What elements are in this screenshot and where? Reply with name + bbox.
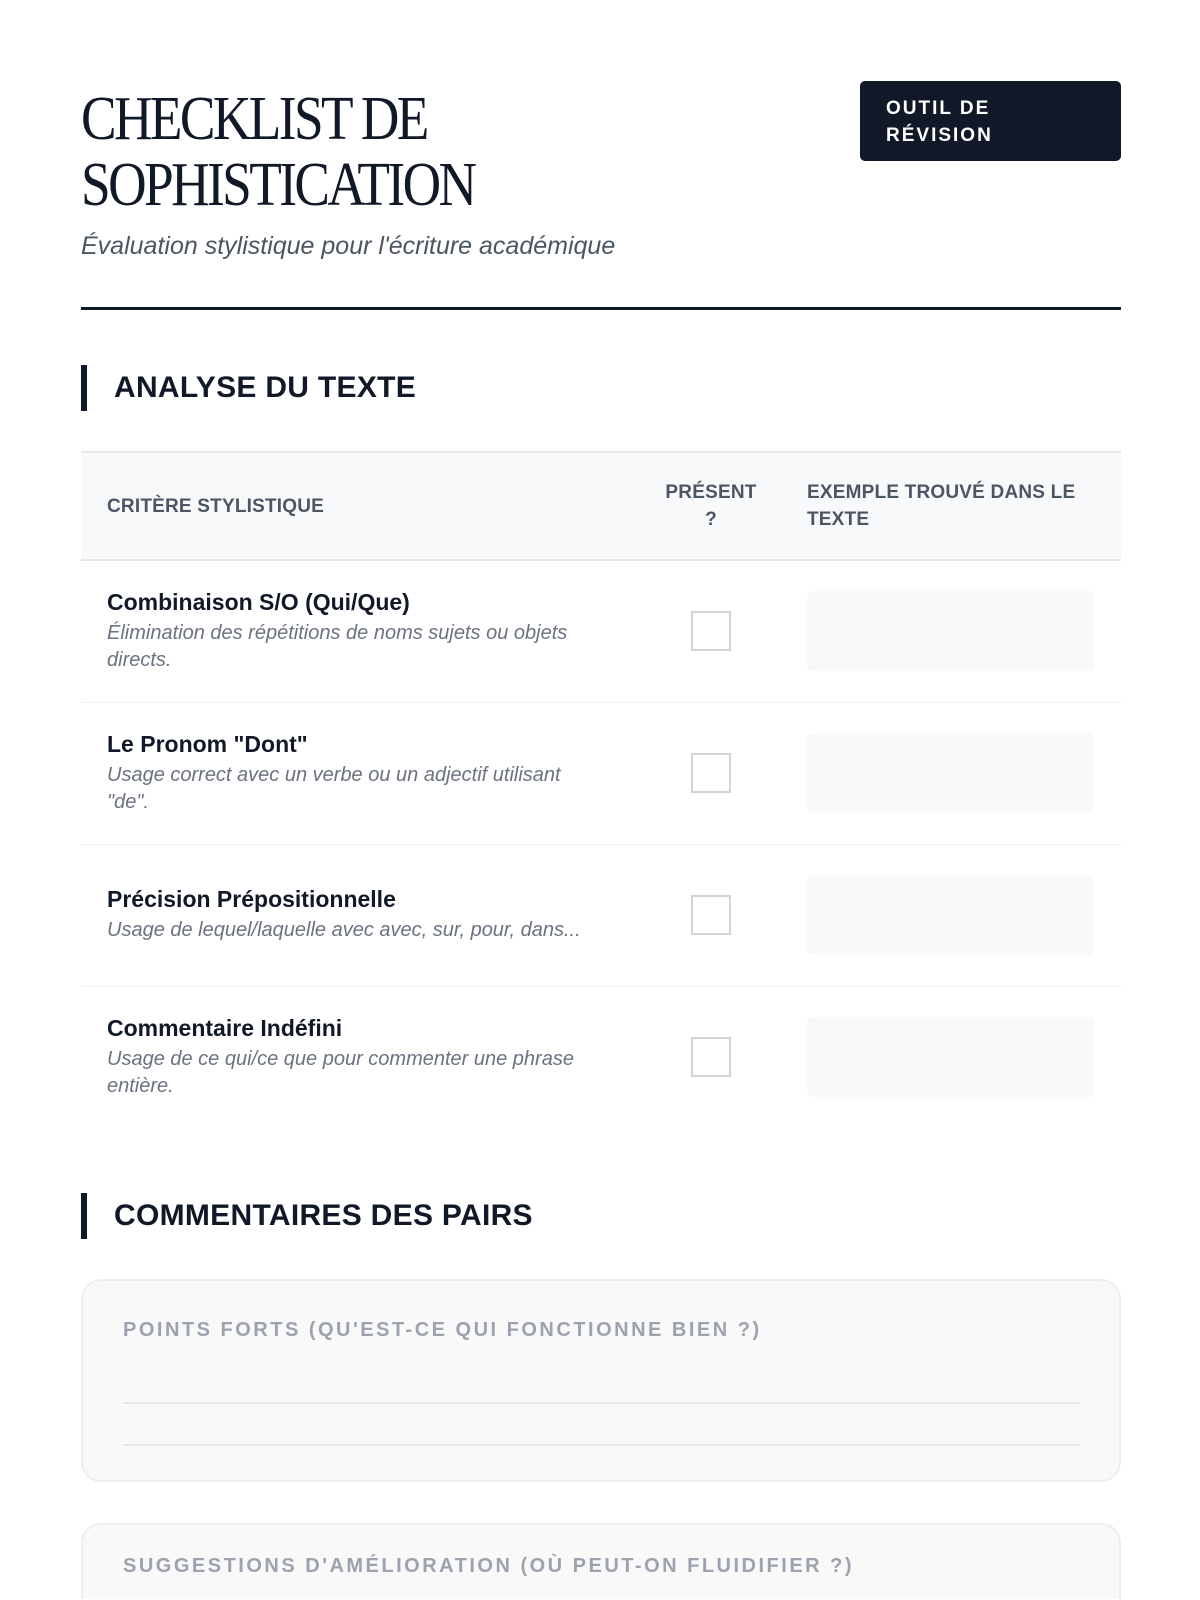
suggestions-card[interactable] [81,1523,1121,1599]
present-checkbox[interactable] [691,895,731,935]
criteria-table [81,451,1121,1128]
criterion-description: Usage de lequel/laquelle avec avec, sur, pour, dans... [107,919,581,941]
title-line-1: CHECKLIST DE [81,85,427,153]
header [81,86,1121,286]
header-divider [81,307,1121,310]
criterion-description: Usage de ce qui/ce que pour commenter une phrase entière. [107,1047,574,1097]
column-header-present [641,452,781,560]
suggestions-label: SUGGESTIONS D'AMÉLIORATION (OÙ PEUT-ON FLUIDIFIER ?) [123,1555,855,1577]
page-title [81,86,683,218]
table-row [81,844,1121,986]
example-input[interactable] [807,591,1094,671]
strengths-card[interactable] [81,1279,1121,1482]
tool-badge [860,81,1121,161]
example-input[interactable] [807,875,1094,955]
title-line-2: SOPHISTICATION [81,151,475,219]
criterion-title: Combinaison S/O (Qui/Que) [107,588,410,615]
criterion-title: Commentaire Indéfini [107,1014,343,1041]
criterion-description: Usage correct avec un verbe ou un adjectif utilisant "de". [107,763,561,813]
badge-line-2: RÉVISION [886,125,993,146]
present-header-line-1: PRÉSENT [665,482,757,503]
badge-line-1: OUTIL DE [886,98,991,119]
table-row [81,702,1121,844]
section-heading-analysis: ANALYSE DU TEXTE [81,365,416,411]
column-header-example: EXEMPLE TROUVÉ DANS LE TEXTE [807,482,1076,530]
table-row [81,986,1121,1128]
example-input[interactable] [807,1017,1094,1097]
column-header-criterion: CRITÈRE STYLISTIQUE [107,495,325,517]
criterion-description: Élimination des répétitions de noms sujets ou objets directs. [107,621,568,671]
table-row [81,560,1121,702]
strengths-label: POINTS FORTS (QU'EST-CE QUI FONCTIONNE BIEN ?) [123,1319,762,1341]
present-header-line-2: ? [705,509,717,530]
example-input[interactable] [807,733,1094,813]
criterion-title: Le Pronom "Dont" [107,730,308,757]
writing-line [123,1444,1079,1446]
section-heading-peer-comments: COMMENTAIRES DES PAIRS [81,1193,533,1239]
page-subtitle: Évaluation stylistique pour l'écriture académique [81,232,616,260]
table-header-row [81,452,1121,560]
present-checkbox[interactable] [691,1037,731,1077]
criterion-title: Précision Prépositionnelle [107,886,396,912]
present-checkbox[interactable] [691,753,731,793]
writing-line [123,1402,1079,1404]
present-checkbox[interactable] [691,611,731,651]
